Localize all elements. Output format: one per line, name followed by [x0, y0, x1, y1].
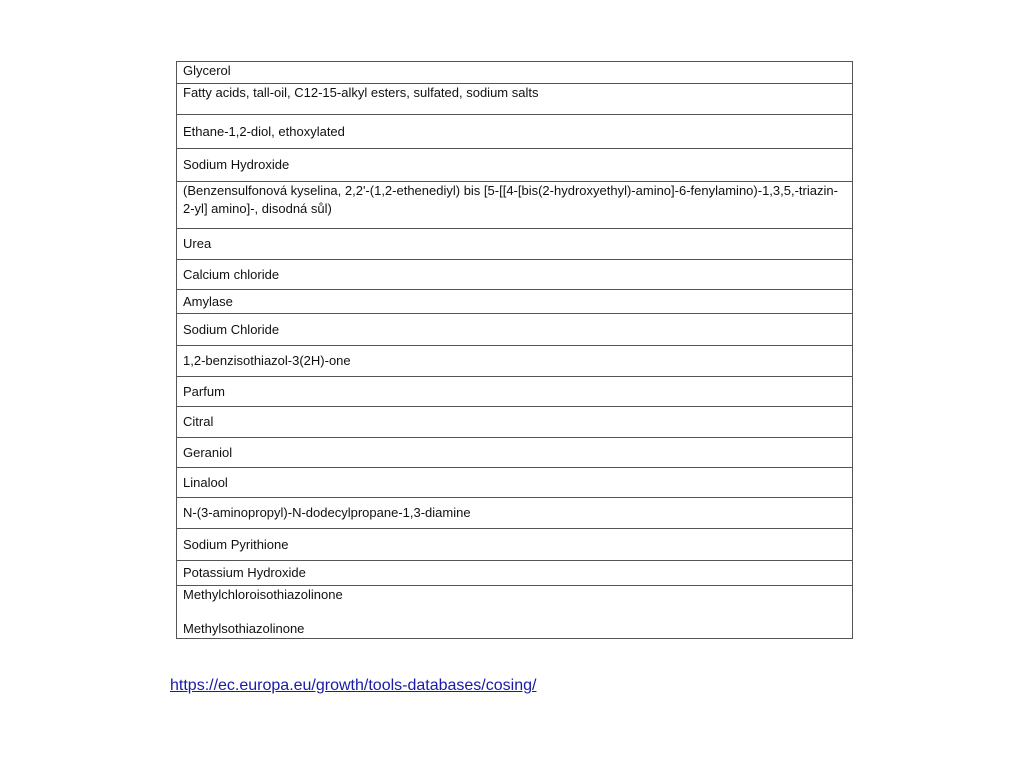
table-row	[177, 498, 853, 529]
ingredient-cell: Parfum	[177, 377, 853, 407]
ingredient-cell: Sodium Chloride	[177, 314, 853, 346]
table-row	[177, 407, 853, 438]
table-row	[177, 314, 853, 346]
ingredient-cell: Linalool	[177, 468, 853, 498]
ingredient-cell: Sodium Pyrithione	[177, 529, 853, 561]
table-row	[177, 149, 853, 182]
ingredient-cell: N-(3-aminopropyl)-N-dodecylpropane-1,3-diamine	[177, 498, 853, 529]
ingredient-cell: Fatty acids, tall-oil, C12-15-alkyl esters, sulfated, sodium salts	[177, 84, 853, 115]
table-row	[177, 377, 853, 407]
ingredient-cell: Glycerol	[177, 62, 853, 84]
table-row	[177, 115, 853, 149]
ingredient-line: Methylchloroisothiazolinone	[183, 587, 343, 602]
ingredient-cell: Potassium Hydroxide	[177, 561, 853, 586]
table-row	[177, 62, 853, 84]
ingredient-cell: Geraniol	[177, 438, 853, 468]
table-row	[177, 229, 853, 260]
ingredient-cell: Citral	[177, 407, 853, 438]
ingredient-cell: Ethane-1,2-diol, ethoxylated	[177, 115, 853, 149]
ingredient-table	[176, 61, 853, 639]
ingredient-cell	[177, 586, 853, 639]
ingredient-cell: Sodium Hydroxide	[177, 149, 853, 182]
table-row	[177, 438, 853, 468]
table-row	[177, 586, 853, 639]
ingredient-cell: Calcium chloride	[177, 260, 853, 290]
source-link[interactable]: https://ec.europa.eu/growth/tools-databases/cosing/	[170, 677, 537, 694]
cell-spacer	[183, 604, 846, 620]
ingredient-line: Methylsothiazolinone	[183, 621, 305, 636]
table-row	[177, 290, 853, 314]
ingredient-cell: 1,2-benzisothiazol-3(2H)-one	[177, 346, 853, 377]
ingredient-cell: (Benzensulfonová kyselina, 2,2'-(1,2-ethenediyl) bis [5-[[4-[bis(2-hydroxyethyl)-amino]-6-fenylamino)-1,3,5,-triazin-2-yl] amino]-, disodná sůl)	[177, 182, 853, 229]
table-row	[177, 346, 853, 377]
table-row	[177, 561, 853, 586]
ingredient-cell: Amylase	[177, 290, 853, 314]
ingredient-cell: Urea	[177, 229, 853, 260]
table-row	[177, 529, 853, 561]
table-row	[177, 468, 853, 498]
table-row	[177, 182, 853, 229]
table-row	[177, 260, 853, 290]
table-row	[177, 84, 853, 115]
